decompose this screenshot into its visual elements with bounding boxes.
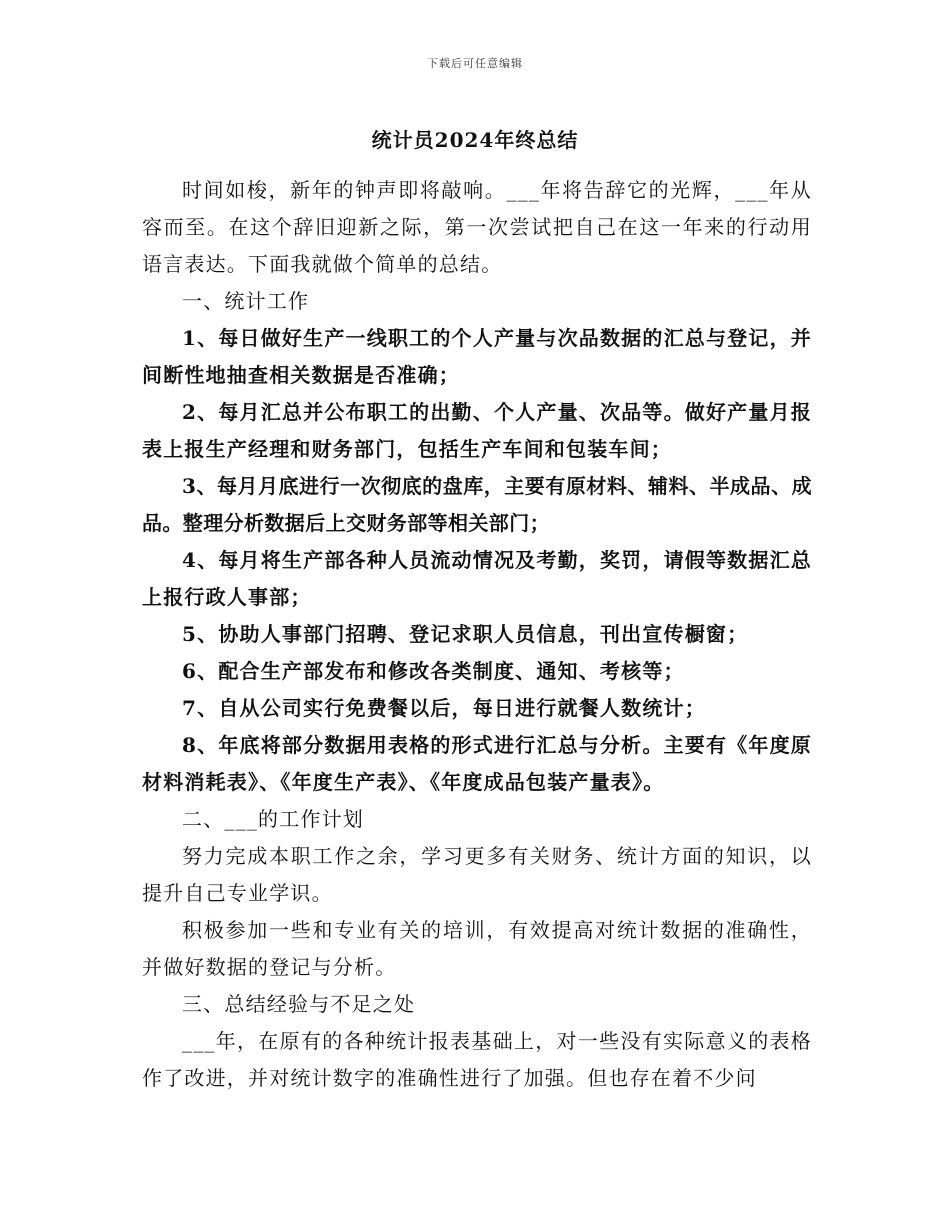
section-3-paragraph-1: ___年，在原有的各种统计报表基础上，对一些没有实际意义的表格作了改进，并对统计数字的准确性进行了加强。但也存在着不少问 [142,1029,812,1090]
section-2-paragraph-2: 积极参加一些和专业有关的培训，有效提高对统计数据的准确性，并做好数据的登记与分析。 [142,918,812,979]
section-3-heading: 三、总结经验与不足之处 [182,992,416,1016]
section-1-item-8: 8、年底将部分数据用表格的形式进行汇总与分析。主要有《年度原材料消耗表》、《年度生产表》、《年度成品包装产量表》。 [142,733,812,794]
header-note: 下载后可任意编辑 [427,57,523,70]
section-1-heading: 一、统计工作 [182,289,310,313]
section-1-item-2: 2、每月汇总并公布职工的出勤、个人产量、次品等。做好产量月报表上报生产经理和财务部门，包括生产车间和包装车间； [142,400,812,461]
section-2-paragraph-1: 努力完成本职工作之余，学习更多有关财务、统计方面的知识，以提升自己专业学识。 [142,844,812,905]
intro-paragraph: 时间如梭，新年的钟声即将敲响。___年将告辞它的光辉，___年从容而至。在这个辞旧迎新之际，第一次尝试把自己在这一年来的行动用语言表达。下面我就做个简单的总结。 [142,178,812,276]
section-1-item-6: 6、配合生产部发布和修改各类制度、通知、考核等； [182,659,685,683]
section-1-item-3: 3、每月月底进行一次彻底的盘库，主要有原材料、辅料、半成品、成品。整理分析数据后上交财务部等相关部门； [142,474,812,535]
section-2-heading: 二、___的工作计划 [182,807,364,831]
section-1-item-5: 5、协助人事部门招聘、登记求职人员信息，刊出宣传橱窗； [182,622,749,646]
section-1-item-1: 1、每日做好生产一线职工的个人产量与次品数据的汇总与登记，并间断性地抽查相关数据是否准确； [142,326,812,387]
document-title: 统计员2024年终总结 [371,128,579,152]
document-body [142,172,812,1097]
section-1-item-7: 7、自从公司实行免费餐以后，每日进行就餐人数统计； [182,696,706,720]
section-1-item-4: 4、每月将生产部各种人员流动情况及考勤，奖罚，请假等数据汇总上报行政人事部； [142,548,812,609]
